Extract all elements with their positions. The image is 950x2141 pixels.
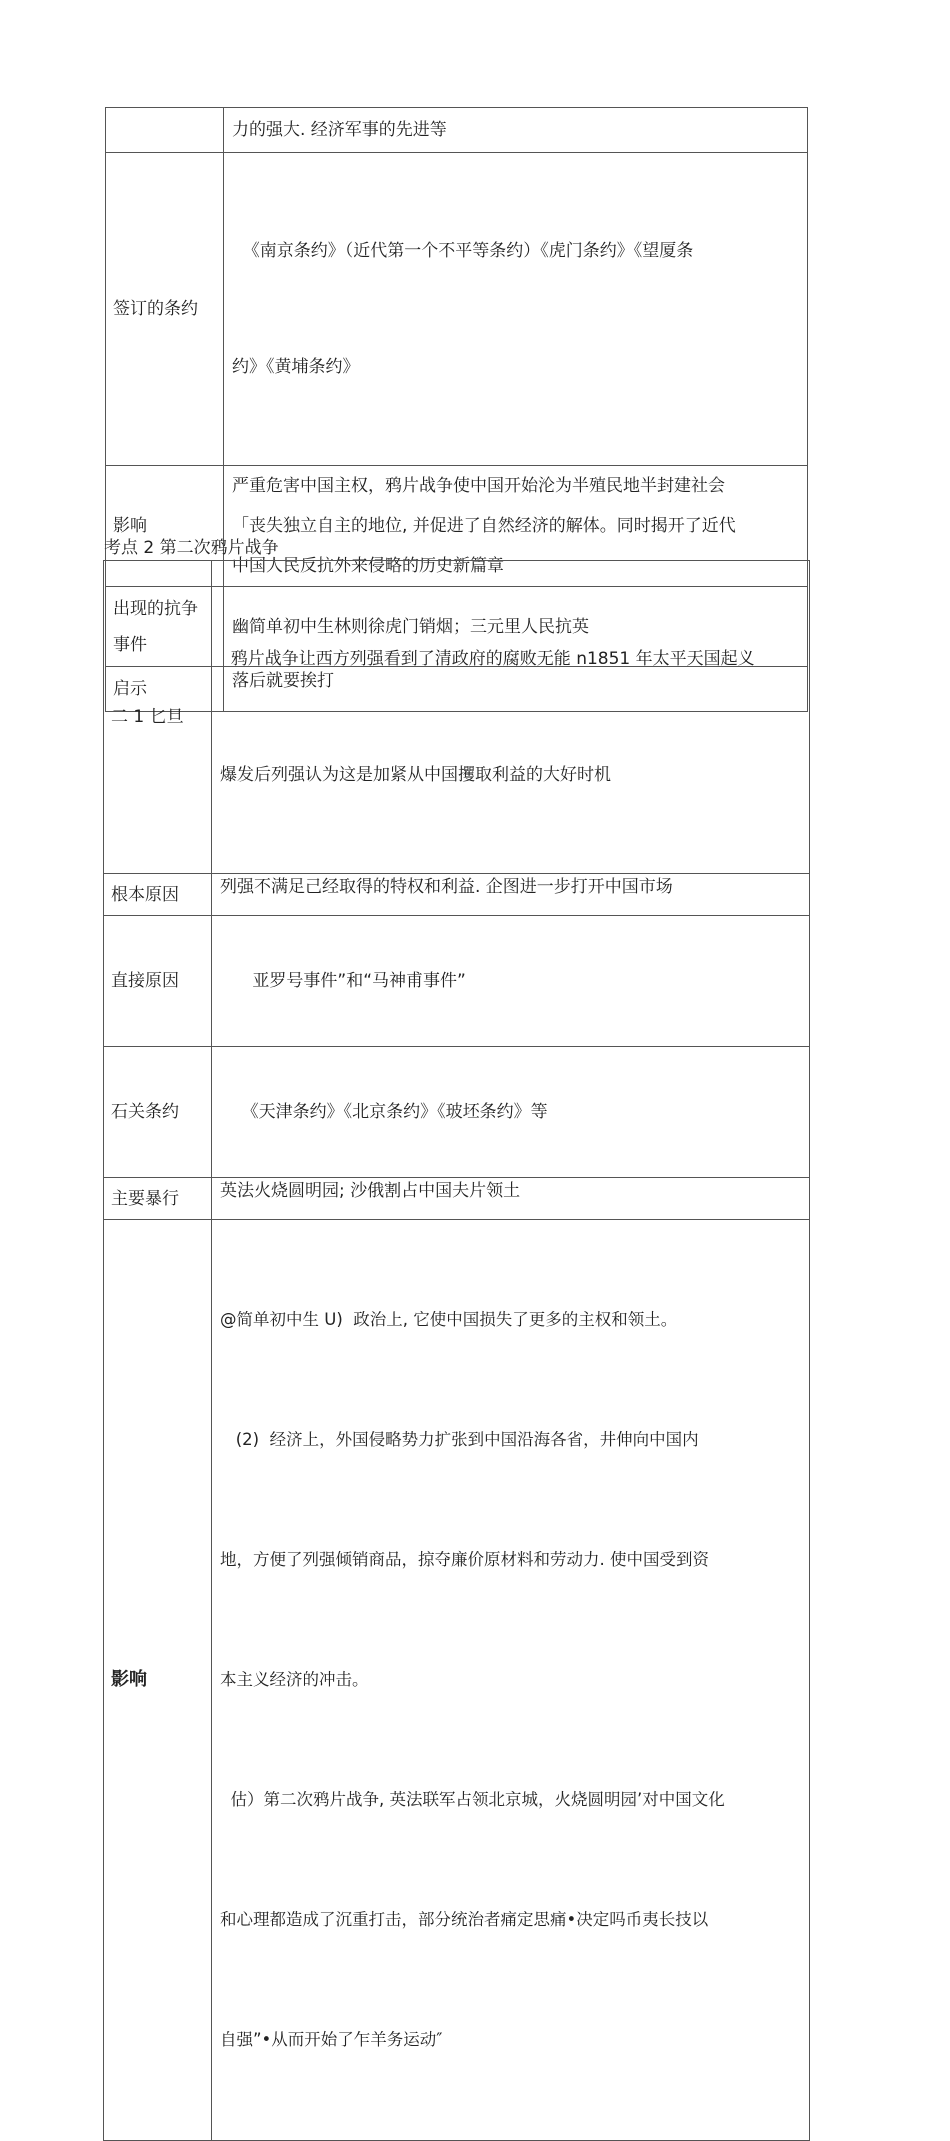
row-content <box>212 1047 810 1178</box>
content-line: 严重危害中国主权，鸦片战争使中国开始沦为半殖民地半封建社会 <box>232 476 725 496</box>
content-line: 《天津条约》《北京条约》《玻坯条约》等 <box>220 1102 548 1122</box>
content-line: 「丧失独立自主的地位, 并促进了自然经济的解体。同时揭开了近代 <box>232 516 736 536</box>
row-label: 根本原因 <box>104 874 212 916</box>
row-label: 石关条约 <box>104 1047 212 1178</box>
section-title: 考点 2 第二次鸦片战争 <box>104 538 279 558</box>
row-content <box>224 153 808 466</box>
content-line: 亚罗号事件”和“马神甫事件” <box>220 971 466 991</box>
table-row <box>106 108 808 153</box>
row-label: 直接原因 <box>104 916 212 1047</box>
table-row <box>104 561 810 874</box>
row-label <box>106 108 224 153</box>
table-row <box>104 874 810 916</box>
content-line: 鸦片战争让西方列强看到了清政府的腐败无能 n1851 年太平天国起义 <box>220 649 755 669</box>
table-row <box>106 153 808 466</box>
content-line: 爆发后列强认为这是加紧从中国攫取利益的大好时机 <box>220 765 611 785</box>
content-line: 落后就要挨打 <box>232 671 334 691</box>
table-row <box>104 916 810 1047</box>
content-line: 幽简单初中生林则徐虎门销烟；三元里人民抗英 <box>232 616 589 637</box>
row-label: 签订的条约 <box>106 153 224 466</box>
content-line: 地，方便了列强倾销商品，掠夺廉价原材料和劳动力. 使中国受到资 <box>220 1550 709 1569</box>
row-content <box>224 108 808 153</box>
row-label: 影响 <box>104 1220 212 2141</box>
content-line: 估）第二次鸦片战争, 英法联军占领北京城，火烧圆明园’对中国文化 <box>220 1790 725 1809</box>
row-label: 影响 <box>106 466 224 587</box>
row-content <box>212 874 810 916</box>
row-content <box>212 561 810 874</box>
row-content <box>212 916 810 1047</box>
content-line: 《南京条约》（近代第一个不平等条约）《虎门条约》《望厦条 <box>232 241 694 261</box>
row-content <box>212 1220 810 2141</box>
table-row <box>104 1047 810 1178</box>
table-row <box>104 1220 810 2141</box>
row-label: 主要暴行 <box>104 1178 212 1220</box>
content-line: 英法火烧圆明园; 沙俄割占中国夫片领土 <box>220 1181 521 1201</box>
content-line: 力的强大. 经济军事的先进等 <box>232 120 447 140</box>
content-line: 本主义经济的冲击。 <box>220 1670 369 1689</box>
content-line: 中国人民反抗外来侵略的历史新篇章 <box>232 556 504 576</box>
content-line: 自强”•从而开始了乍羊务运动″ <box>220 2030 443 2049</box>
content-line: @简单初中生 U) 政治上, 它使中国损失了更多的主权和领土。 <box>220 1310 678 1329</box>
row-content <box>212 1178 810 1220</box>
table-second-opium-war <box>103 560 810 2141</box>
content-line: (2) 经济上，外国侵略势力扩张到中国沿海各省，井伸向中国内 <box>220 1430 699 1449</box>
content-line: 和心理都造成了沉重打击，部分统治者痛定思痛•决定吗币夷长技以 <box>220 1910 709 1929</box>
row-label: 二 1 匕旦 <box>104 561 212 874</box>
content-line: 约》《黄埔条约》 <box>232 357 360 377</box>
label-line: 事件 <box>113 634 147 655</box>
row-label: 启示 <box>106 667 224 712</box>
content-line: 列强不满足己经取得的特权和利益. 企图进一步打开中国市场 <box>220 877 673 897</box>
label-line: 出现的抗争 <box>113 598 198 619</box>
table-row <box>104 1178 810 1220</box>
